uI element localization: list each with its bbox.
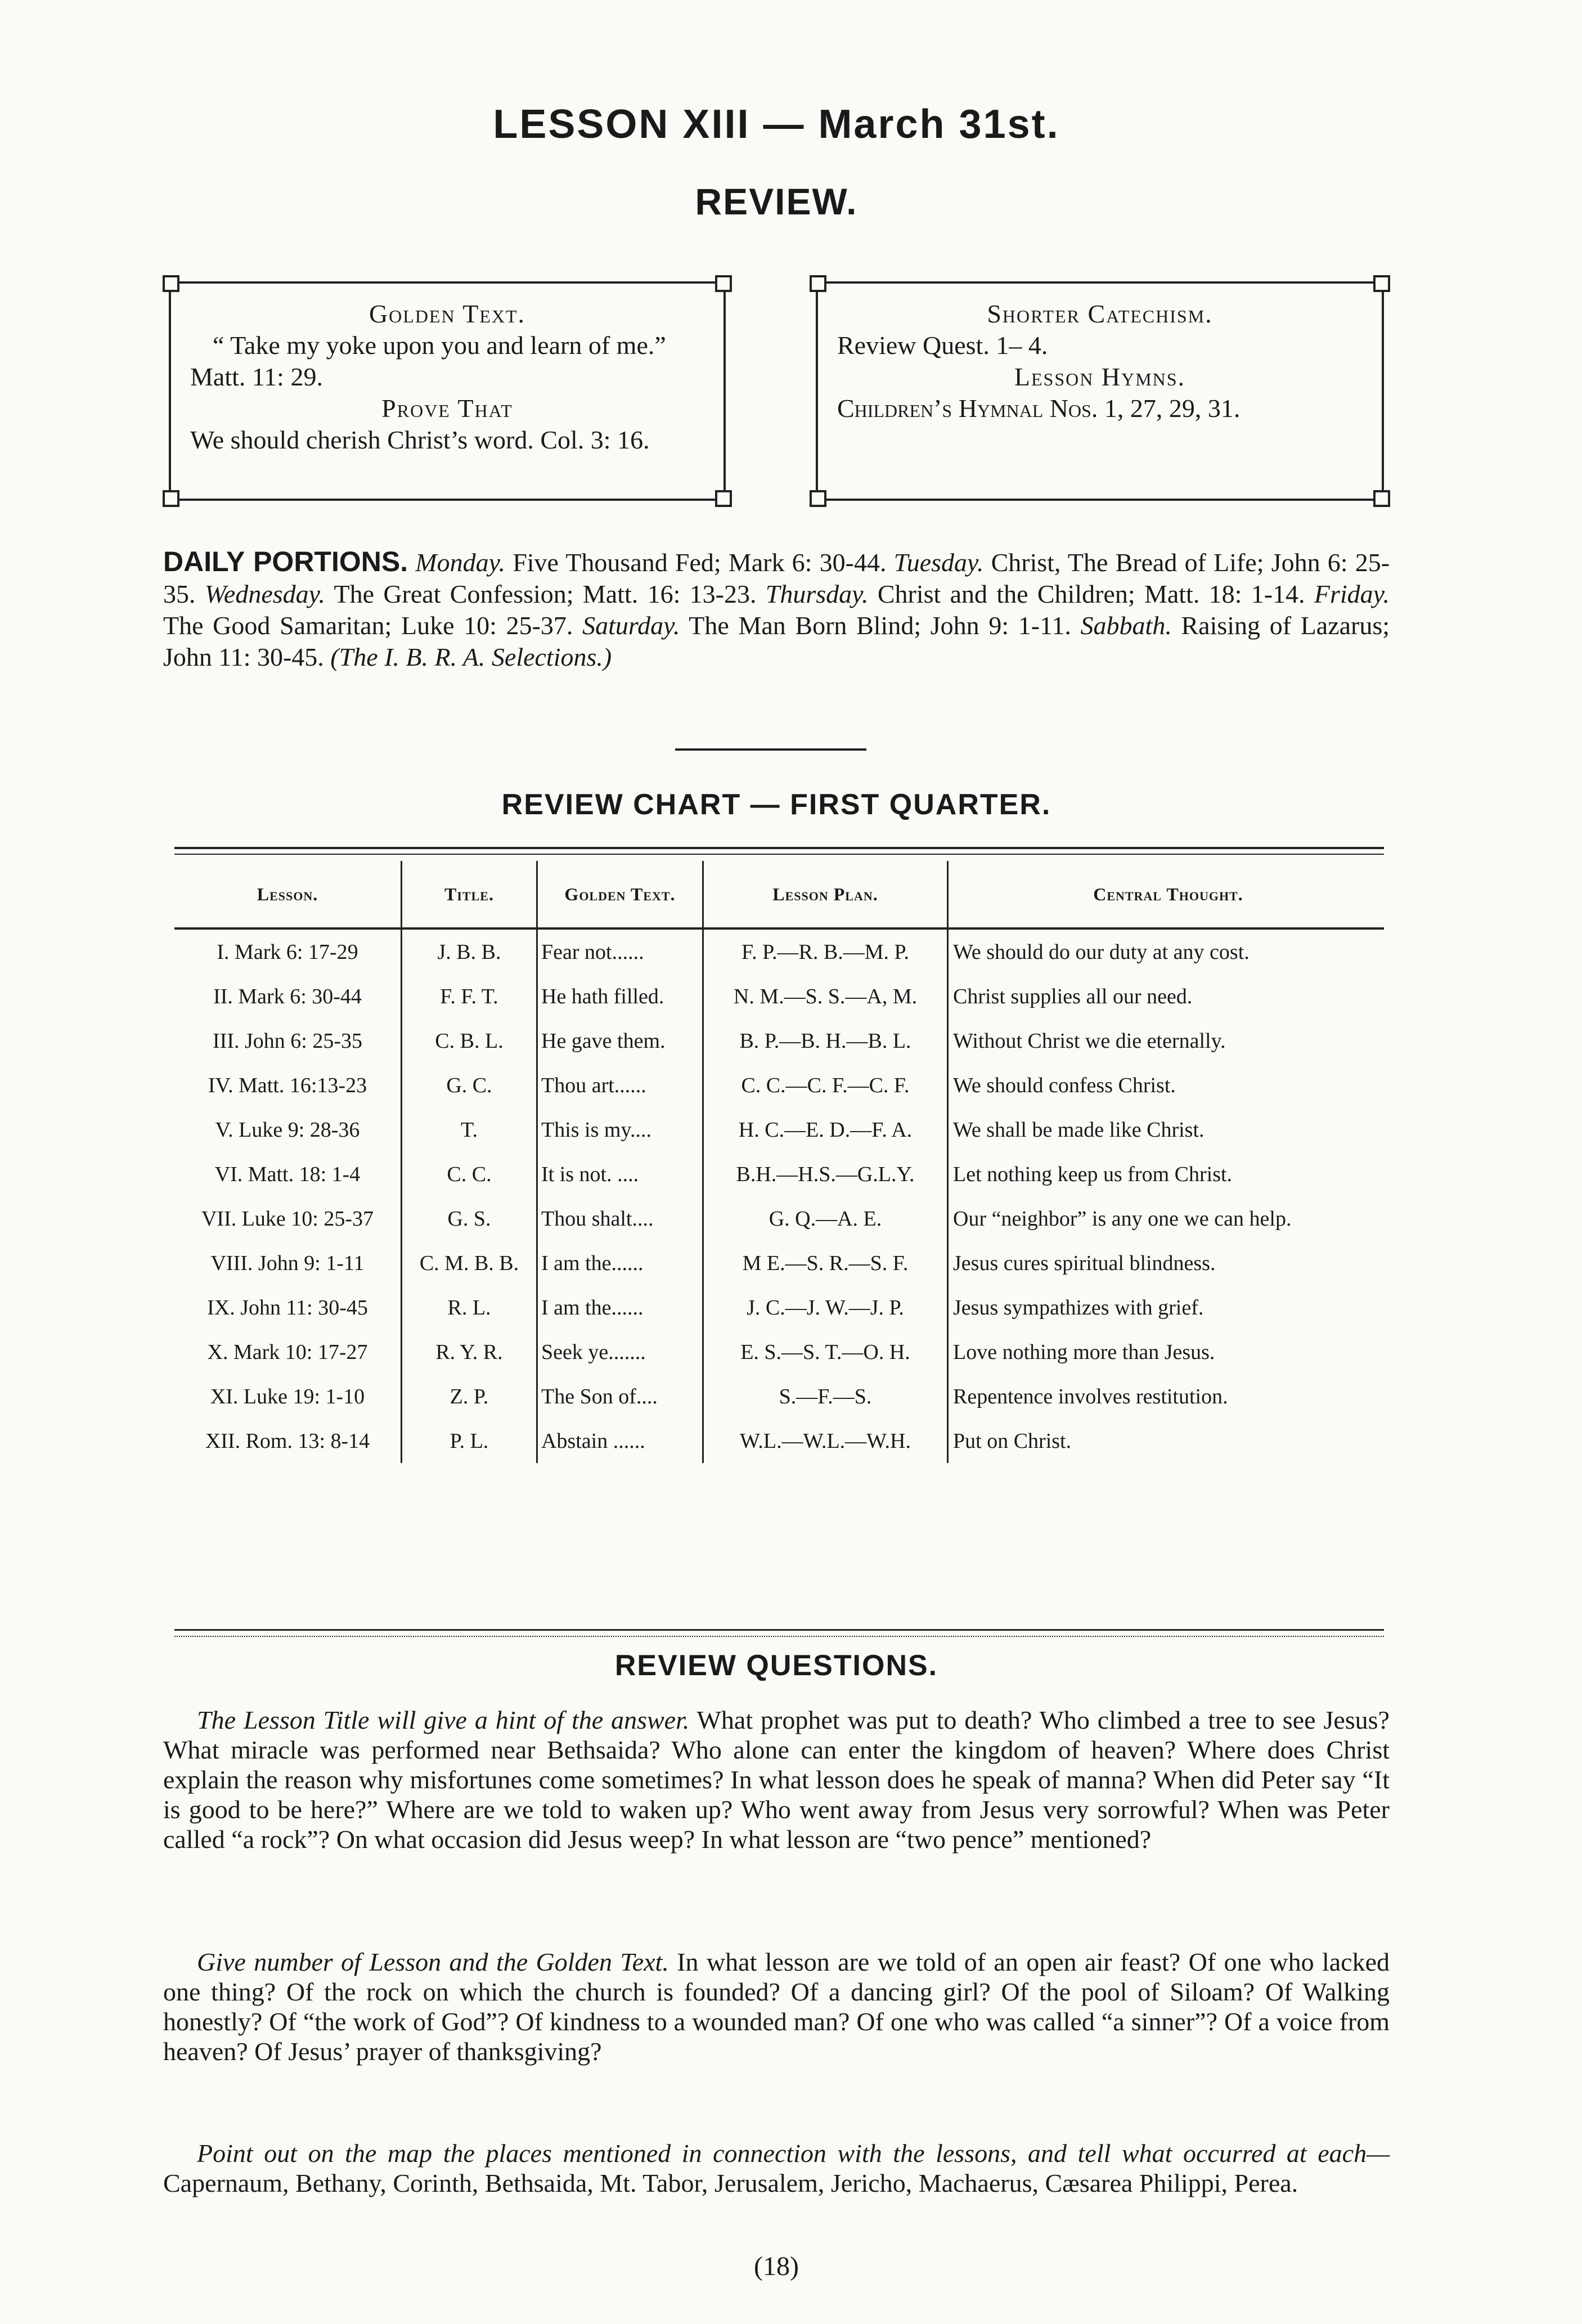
chart-title: REVIEW CHART — FIRST QUARTER. [501,788,1051,821]
catechism-text: Review Quest. 1– 4. [837,331,1048,360]
questions-text: In what lesson are we told of an open air feast? Of one who lacked one thing? Of the rock on which the church is founded? Of a dancing girl? Of the pool of Siloam? Of Walking honestly? Of “the work of God”? Of kindness to a wounded man? Of one who was called “a sinner”? Of a voice from heaven? Of Jesus’ prayer of thanksgiving? [163,1948,1390,2066]
cell-golden-text: This is my.... [537,1107,703,1152]
table-row [174,1152,1384,1196]
cell-central-thought: Repentence involves restitution. [953,1384,1228,1408]
cell-title: G. S. [402,1196,537,1241]
questions-text: Capernaum, Bethany, Corinth, Bethsaida, Mt. Tabor, Jerusalem, Jericho, Machaerus, Cæsarea Philippi, Perea. [163,2169,1298,2197]
day-label: Tuesday. [893,548,984,577]
cell-title: C. B. L. [402,1019,537,1063]
cell-lesson-plan: G. Q.—A. E. [703,1196,948,1241]
day-label: Thursday. [765,580,869,608]
golden-text: “ Take my yoke upon you and learn of me.” Matt. 11: 29. [190,331,666,391]
cell-golden-text: He gave them. [537,1019,703,1063]
golden-text-heading: Golden Text. [368,299,526,328]
header-golden-text: Golden Text. [537,861,703,928]
header-lesson: Lesson. [174,861,402,928]
cell-lesson: II. Mark 6: 30-44 [174,974,402,1019]
cell-lesson: IV. Matt. 16:13-23 [174,1063,402,1107]
chart-bottom-rule [174,1629,1384,1631]
cell-lesson: III. John 6: 25-35 [174,1019,402,1063]
cell-central-thought: Let nothing keep us from Christ. [953,1162,1233,1186]
table-row [174,1019,1384,1063]
cell-central-thought: We should do our duty at any cost. [953,940,1250,964]
cell-lesson-plan: M E.—S. R.—S. F. [703,1241,948,1285]
cell-lesson-plan: B. P.—B. H.—B. L. [703,1019,948,1063]
table-row [174,928,1384,974]
cell-golden-text: Seek ye....... [537,1330,703,1374]
cell-golden-text: Thou art...... [537,1063,703,1107]
cell-title: J. B. B. [402,928,537,974]
box-corner-ornament [1373,490,1390,507]
cell-lesson: X. Mark 10: 17-27 [174,1330,402,1374]
daily-portions-label: DAILY PORTIONS. [163,546,408,577]
cell-central-thought: Jesus cures spiritual blindness. [953,1251,1216,1275]
cell-lesson-plan: J. C.—J. W.—J. P. [703,1285,948,1330]
cell-lesson-plan: W.L.—W.L.—W.H. [703,1419,948,1463]
review-chart-table [174,861,1384,1463]
day-label: Friday. [1314,580,1390,608]
cell-title: G. C. [402,1063,537,1107]
cell-lesson-plan: N. M.—S. S.—A, M. [703,974,948,1019]
day-reading: The Man Born Blind; John 9: 1-11. [689,611,1071,640]
day-reading: Five Thousand Fed; Mark 6: 30-44. [513,548,887,577]
questions-title: REVIEW QUESTIONS. [614,1649,938,1682]
hymns-text: Children’s Hymnal Nos. 1, 27, 29, 31. [837,394,1241,423]
cell-golden-text: I am the...... [537,1241,703,1285]
cell-title: R. L. [402,1285,537,1330]
day-reading: Christ and the Children; Matt. 18: 1-14. [877,580,1305,608]
cell-central-thought: Love nothing more than Jesus. [953,1340,1215,1364]
cell-title: C. C. [402,1152,537,1196]
cell-golden-text: Fear not...... [537,928,703,974]
daily-portions-source: (The I. B. R. A. Selections.) [330,643,612,671]
cell-lesson: XI. Luke 19: 1-10 [174,1374,402,1419]
cell-lesson-plan: C. C.—C. F.—C. F. [703,1063,948,1107]
cell-golden-text: I am the...... [537,1285,703,1330]
box-corner-ornament [1373,275,1390,292]
lesson-heading: LESSON XIII — March 31st. [493,102,1060,147]
chart-bottom-rule [174,1636,1384,1637]
cell-golden-text: Thou shalt.... [537,1196,703,1241]
day-reading: The Great Confession; Matt. 16: 13-23. [334,580,757,608]
chart-top-rule [174,847,1384,849]
box-corner-ornament [810,490,826,507]
cell-lesson: V. Luke 9: 28-36 [174,1107,402,1152]
cell-central-thought: Jesus sympathizes with grief. [953,1295,1204,1320]
chart-header-row [174,861,1384,928]
box-corner-ornament [163,275,179,292]
day-reading: The Good Samaritan; Luke 10: 25-37. [163,611,573,640]
table-row [174,1330,1384,1374]
cell-title: C. M. B. B. [402,1241,537,1285]
cell-golden-text: He hath filled. [537,974,703,1019]
questions-lead: The Lesson Title will give a hint of the answer. [197,1706,690,1734]
table-row [174,1063,1384,1107]
daily-portions [163,546,1390,673]
cell-title: Z. P. [402,1374,537,1419]
table-row [174,1107,1384,1152]
table-row [174,1241,1384,1285]
cell-lesson: IX. John 11: 30-45 [174,1285,402,1330]
questions-lead: Point out on the map the places mentioned in connection with the lessons, and tell what occurred at each— [197,2139,1390,2168]
day-label: Sabbath. [1080,611,1172,640]
prove-that-heading: Prove That [381,394,513,423]
cell-central-thought: Without Christ we die eternally. [953,1029,1226,1053]
box-corner-ornament [715,275,732,292]
box-corner-ornament [163,490,179,507]
questions-text: What prophet was put to death? Who climbed a tree to see Jesus? What miracle was performed near Bethsaida? Who alone can enter the kingdom of heaven? Where does Christ explain the reason why misfortunes come sometimes? In what lesson does he speak of manna? When did Peter say “It is good to be here?” Where are we told to waken up? Who went away from Jesus very sorrowful? When was Peter called “a rock”? On what occasion did Jesus weep? In what lesson are “two pence” mentioned? [163,1706,1390,1854]
day-label: Saturday. [582,611,680,640]
cell-lesson: VIII. John 9: 1-11 [174,1241,402,1285]
cell-central-thought: We should confess Christ. [953,1073,1176,1097]
golden-text-box [169,281,726,501]
day-reading: Christ, The Bread of Life; John 6: 25-35. [163,548,1390,608]
cell-lesson-plan: E. S.—S. T.—O. H. [703,1330,948,1374]
cell-golden-text: It is not. .... [537,1152,703,1196]
header-lesson-plan: Lesson Plan. [703,861,948,928]
table-row [174,974,1384,1019]
cell-lesson-plan: F. P.—R. B.—M. P. [703,928,948,974]
cell-lesson: VII. Luke 10: 25-37 [174,1196,402,1241]
table-row [174,1285,1384,1330]
cell-central-thought: We shall be made like Christ. [953,1118,1205,1142]
cell-lesson: VI. Matt. 18: 1-4 [174,1152,402,1196]
cell-central-thought: Christ supplies all our need. [953,984,1193,1008]
cell-title: T. [402,1107,537,1152]
cell-golden-text: The Son of.... [537,1374,703,1419]
box-corner-ornament [810,275,826,292]
cell-lesson: I. Mark 6: 17-29 [174,928,402,974]
hymns-heading: Lesson Hymns. [1014,362,1186,391]
table-row [174,1374,1384,1419]
cell-lesson-plan: B.H.—H.S.—G.L.Y. [703,1152,948,1196]
cell-title: F. F. T. [402,974,537,1019]
cell-title: P. L. [402,1419,537,1463]
questions-paragraph [163,2138,1390,2198]
cell-lesson: XII. Rom. 13: 8-14 [174,1419,402,1463]
chart-body [174,928,1384,1463]
header-central-thought: Central Thought. [948,861,1385,928]
cell-golden-text: Abstain ...... [537,1419,703,1463]
cell-title: R. Y. R. [402,1330,537,1374]
header-title: Title. [402,861,537,928]
chart-top-rule [174,854,1384,855]
day-label: Monday. [415,548,505,577]
catechism-box [816,281,1384,501]
cell-central-thought: Our “neighbor” is any one we can help. [953,1206,1292,1231]
day-label: Wednesday. [204,580,326,608]
prove-that-text: We should cherish Christ’s word. Col. 3: 16. [190,425,650,454]
section-title: REVIEW. [695,181,858,222]
day-reading: Raising of Lazarus; John 11: 30-45. [163,611,1390,671]
cell-lesson-plan: S.—F.—S. [703,1374,948,1419]
catechism-heading: Shorter Catechism. [987,299,1213,328]
cell-lesson-plan: H. C.—E. D.—F. A. [703,1107,948,1152]
questions-paragraph [163,1705,1390,1854]
table-row [174,1196,1384,1241]
box-corner-ornament [715,490,732,507]
questions-lead: Give number of Lesson and the Golden Text. [197,1948,669,1976]
questions-paragraph [163,1947,1390,2066]
page-number: (18) [754,2251,799,2281]
cell-central-thought: Put on Christ. [953,1429,1072,1453]
section-divider [675,748,866,751]
table-row [174,1419,1384,1463]
